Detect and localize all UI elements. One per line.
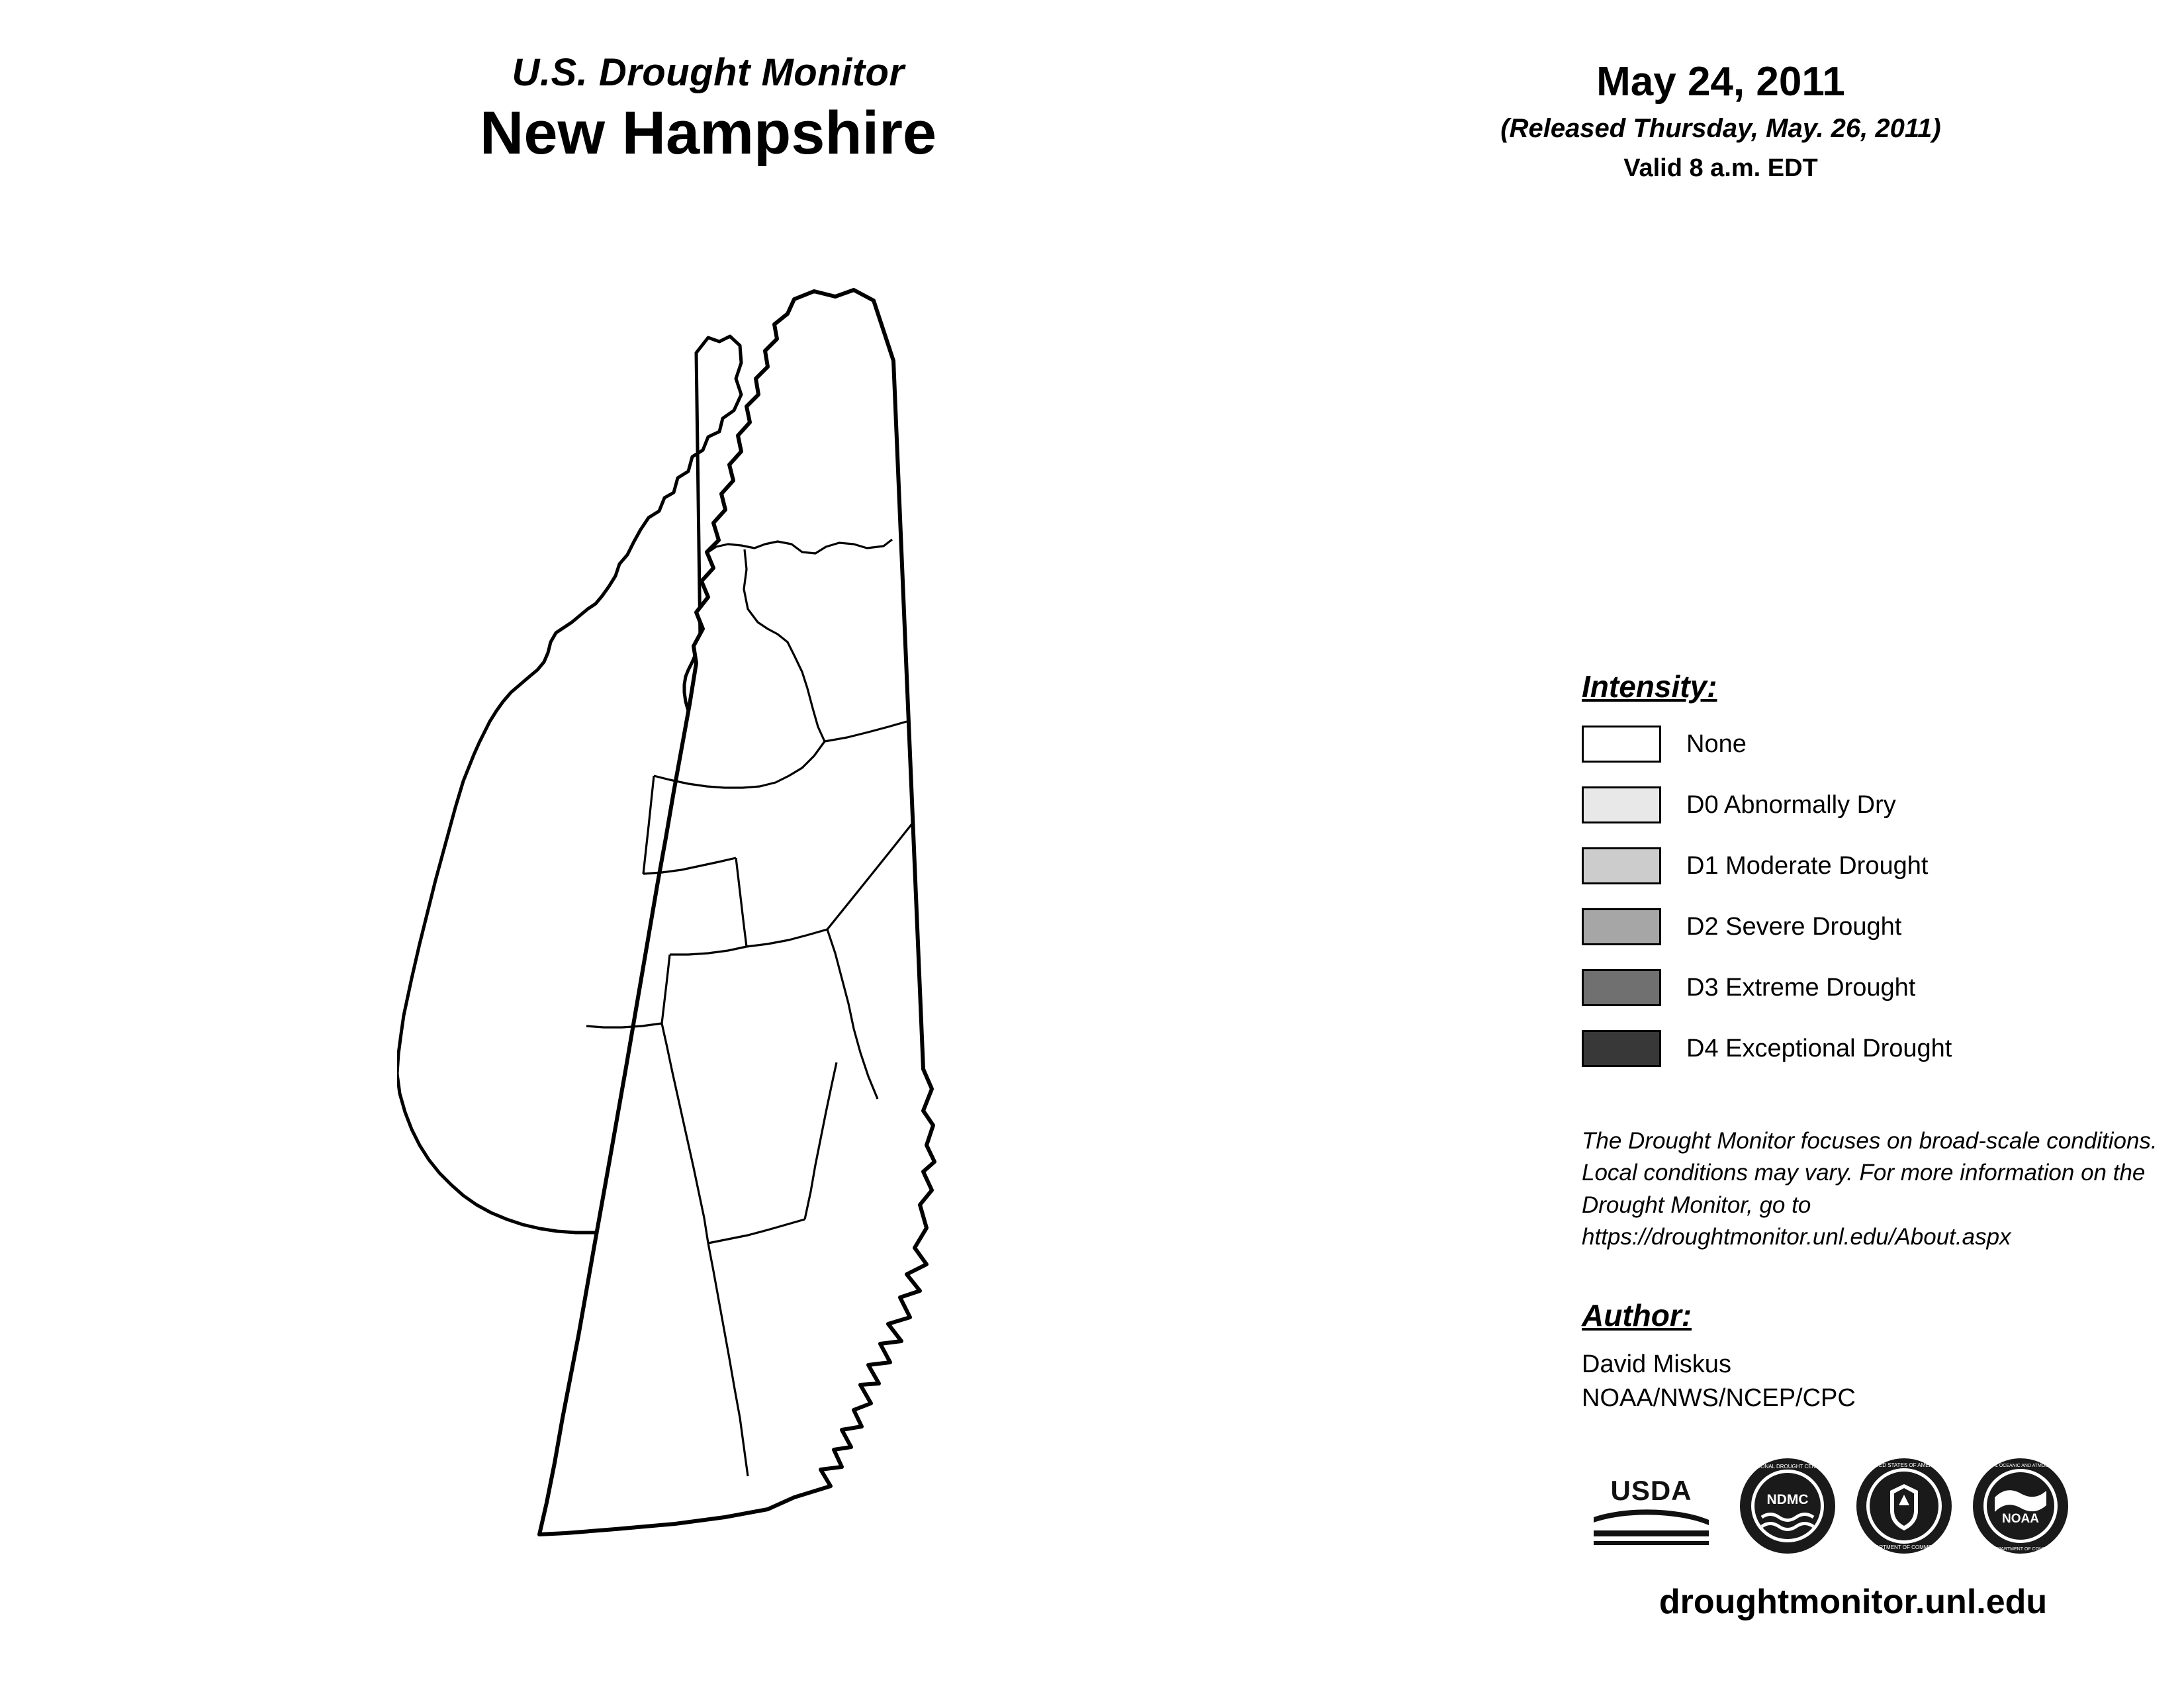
legend-item-d1: [1582, 843, 2164, 888]
legend-swatch-d2: [1582, 908, 1661, 945]
author-heading: Author:: [1582, 1298, 1692, 1333]
legend-item-d0: [1582, 782, 2164, 827]
author-name: David Miskus: [1582, 1350, 1731, 1378]
legend-swatch-d1: [1582, 847, 1661, 884]
svg-text:USDA: USDA: [1610, 1475, 1692, 1506]
header-date-block: [1390, 60, 2052, 183]
disclaimer-text: The Drought Monitor focuses on broad-scale conditions. Local conditions may vary. For more information on the Drought Monitor, go to https://droughtmonitor.unl.edu/About.aspx: [1582, 1128, 2158, 1250]
legend-item-none: [1582, 722, 2164, 767]
usdc-logo: [1854, 1456, 1954, 1556]
footer-url[interactable]: droughtmonitor.unl.edu: [1659, 1583, 2048, 1621]
legend-label-d0: D0 Abnormally Dry: [1686, 790, 1896, 819]
valid-time: Valid 8 a.m. EDT: [1623, 154, 1818, 183]
legend-label-d2: D2 Severe Drought: [1686, 912, 1902, 941]
svg-text:NOAA: NOAA: [2002, 1512, 2039, 1526]
svg-text:NDMC: NDMC: [1766, 1492, 1809, 1507]
svg-text:NATIONAL OCEANIC AND ATMOSPHER: NATIONAL OCEANIC AND ATMOSPHERIC: [1975, 1464, 2066, 1468]
legend-label-d4: D4 Exceptional Drought: [1686, 1034, 1952, 1062]
program-title: U.S. Drought Monitor: [512, 51, 905, 94]
logo-row: [1582, 1453, 2177, 1559]
header-title-block: [357, 53, 1059, 169]
usda-logo: [1582, 1456, 1721, 1556]
state-boundary-overlay: [397, 285, 1191, 1609]
legend-swatch-d0: [1582, 786, 1661, 823]
legend-label-d3: D3 Extreme Drought: [1686, 973, 1916, 1002]
legend-swatch-d4: [1582, 1030, 1661, 1067]
legend: [1582, 669, 2164, 1087]
valid-date: May 24, 2011: [1596, 59, 1845, 105]
legend-item-d3: [1582, 965, 2164, 1010]
author-block: [1582, 1297, 2177, 1416]
author-affiliation: NOAA/NWS/NCEP/CPC: [1582, 1384, 1856, 1413]
legend-item-d2: [1582, 904, 2164, 949]
nh-state-border: [539, 290, 934, 1534]
ndmc-logo: [1738, 1456, 1837, 1556]
svg-text:DEPARTMENT OF COMMERCE: DEPARTMENT OF COMMERCE: [1865, 1544, 1943, 1550]
legend-swatch-none: [1582, 726, 1661, 763]
legend-item-d4: [1582, 1026, 2164, 1071]
release-date: (Released Thursday, May. 26, 2011): [1500, 114, 1941, 144]
legend-label-d1: D1 Moderate Drought: [1686, 851, 1929, 880]
svg-text:NATIONAL DROUGHT CENTER: NATIONAL DROUGHT CENTER: [1749, 1464, 1827, 1470]
svg-text:UNITED STATES OF AMERICA: UNITED STATES OF AMERICA: [1866, 1462, 1942, 1468]
page-title: New Hampshire: [479, 99, 937, 167]
svg-text:U.S. DEPARTMENT OF COMMERCE: U.S. DEPARTMENT OF COMMERCE: [1981, 1547, 2060, 1552]
legend-label-none: None: [1686, 729, 1747, 758]
legend-heading: Intensity:: [1582, 669, 1717, 704]
noaa-logo: [1971, 1456, 2070, 1556]
legend-swatch-d3: [1582, 969, 1661, 1006]
